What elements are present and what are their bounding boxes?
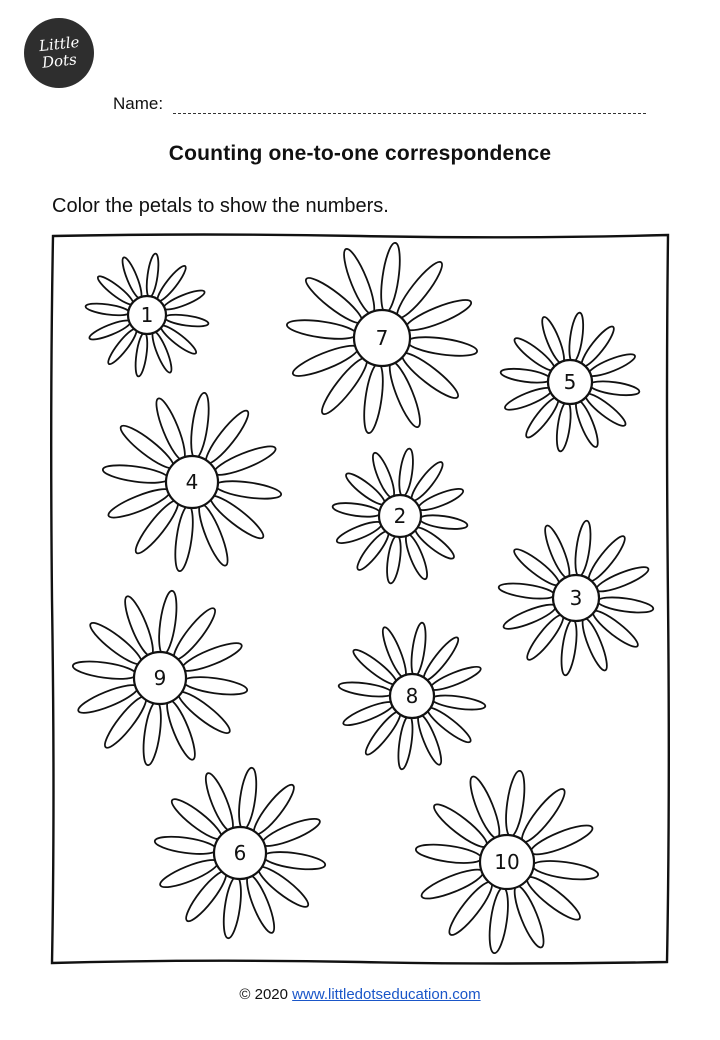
- flower-number: 5: [563, 370, 577, 394]
- petal[interactable]: [415, 841, 483, 866]
- instruction-text: Color the petals to show the numbers.: [52, 195, 389, 217]
- petal[interactable]: [221, 876, 244, 939]
- petal[interactable]: [102, 462, 169, 486]
- flower-number: 1: [140, 303, 154, 327]
- logo-text-line1: Little: [37, 32, 81, 56]
- flower-3[interactable]: [498, 520, 654, 676]
- petal[interactable]: [378, 242, 404, 314]
- petal[interactable]: [532, 858, 600, 883]
- flower-10[interactable]: [415, 770, 599, 954]
- flower-number: 8: [405, 684, 419, 708]
- petal[interactable]: [338, 680, 393, 699]
- petal[interactable]: [85, 301, 130, 317]
- petal[interactable]: [589, 379, 640, 398]
- flower-5[interactable]: [500, 312, 640, 452]
- flower-number: 9: [153, 666, 167, 690]
- petal[interactable]: [263, 849, 326, 872]
- petal[interactable]: [286, 317, 358, 343]
- petal[interactable]: [486, 887, 511, 955]
- flower-6[interactable]: [154, 767, 326, 939]
- footer: [0, 986, 720, 1003]
- petal[interactable]: [385, 535, 404, 584]
- petal[interactable]: [503, 770, 528, 838]
- logo-text-line2: Dots: [40, 50, 78, 72]
- flower-number: 2: [393, 504, 407, 528]
- petal[interactable]: [215, 478, 282, 502]
- petal[interactable]: [188, 392, 212, 459]
- petal[interactable]: [172, 505, 196, 572]
- petal[interactable]: [145, 253, 161, 298]
- petal[interactable]: [559, 619, 580, 676]
- flower-number: 7: [375, 326, 389, 350]
- petal[interactable]: [140, 701, 164, 766]
- flower-1[interactable]: [85, 253, 209, 377]
- flower-4[interactable]: [102, 392, 282, 572]
- petal[interactable]: [133, 332, 149, 377]
- flower-9[interactable]: [72, 590, 248, 766]
- petal[interactable]: [361, 363, 387, 435]
- petal[interactable]: [573, 520, 594, 577]
- petal[interactable]: [554, 401, 573, 452]
- flower-number: 3: [569, 586, 583, 610]
- petal[interactable]: [407, 334, 479, 360]
- copyright-text: © 2020: [239, 986, 288, 1003]
- petal[interactable]: [156, 590, 180, 655]
- petal[interactable]: [567, 312, 586, 363]
- petal[interactable]: [409, 622, 428, 677]
- name-label: Name:: [113, 94, 164, 113]
- petal[interactable]: [500, 366, 551, 385]
- flower-number: 6: [233, 841, 247, 865]
- petal[interactable]: [597, 595, 654, 616]
- flower-number: 4: [185, 470, 199, 494]
- worksheet-title: Counting one-to-one correspondence: [168, 142, 552, 165]
- petal[interactable]: [236, 767, 259, 830]
- flower-2[interactable]: [332, 448, 468, 584]
- petal[interactable]: [498, 581, 555, 602]
- petal[interactable]: [419, 513, 468, 532]
- petal[interactable]: [154, 834, 217, 857]
- petal[interactable]: [332, 501, 381, 520]
- flower-number: 10: [494, 850, 520, 874]
- petal[interactable]: [397, 448, 416, 497]
- petal[interactable]: [183, 674, 248, 698]
- flower-7[interactable]: [286, 242, 478, 434]
- petal[interactable]: [396, 715, 415, 770]
- petal[interactable]: [431, 693, 486, 712]
- website-link[interactable]: www.littledotseducation.com: [292, 986, 481, 1003]
- petal[interactable]: [72, 658, 137, 682]
- petal[interactable]: [164, 313, 209, 329]
- flower-8[interactable]: [338, 622, 486, 770]
